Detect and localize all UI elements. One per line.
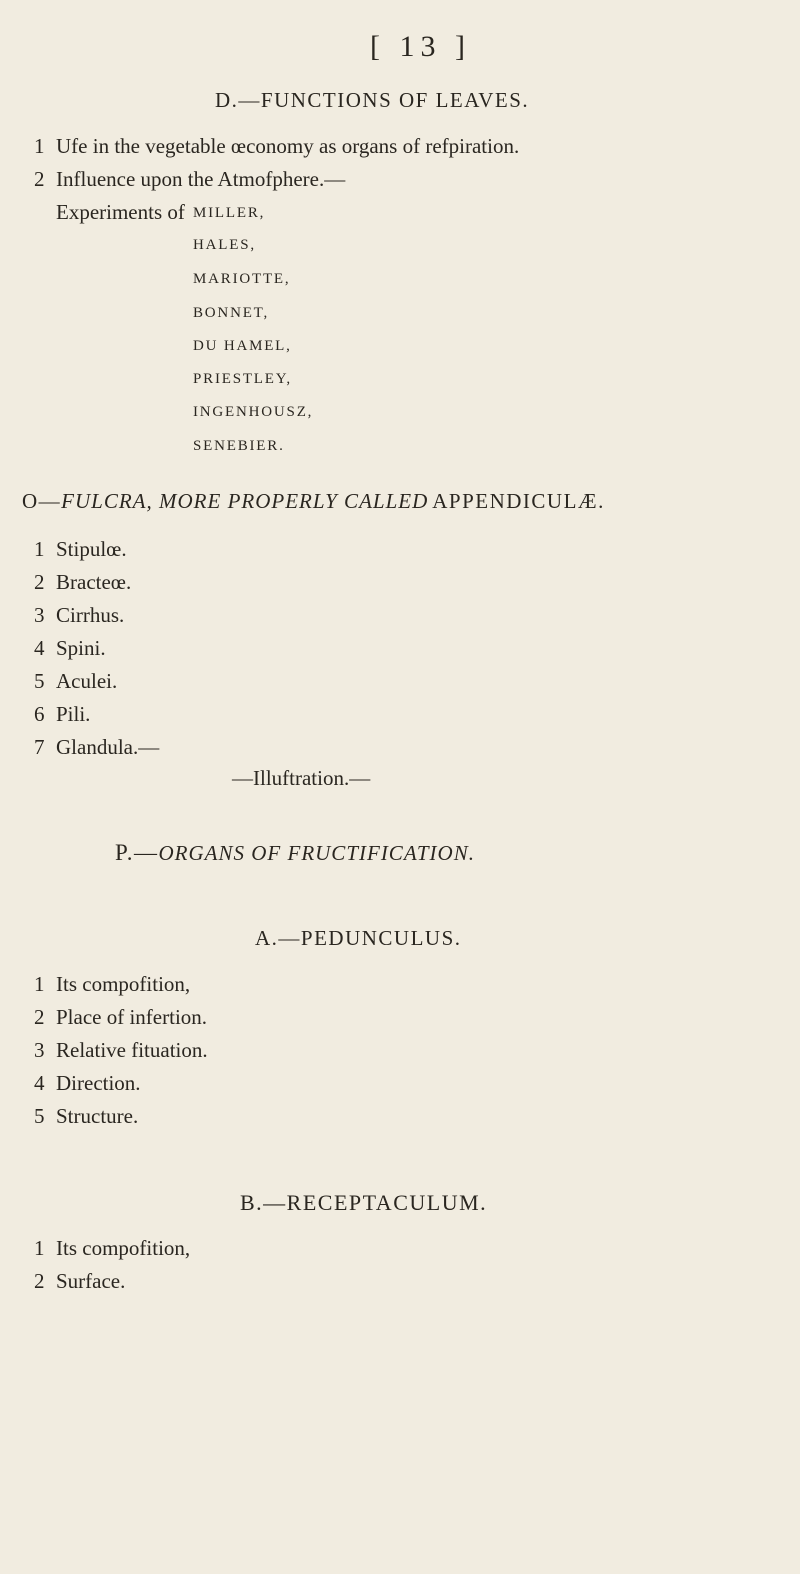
- illustration-note: —Illuftration.—: [232, 766, 371, 790]
- list-item: [34, 972, 190, 997]
- list-item: [34, 1071, 141, 1096]
- experimenter-name: PRIESTLEY,: [193, 371, 292, 387]
- section-p-heading: [115, 840, 475, 866]
- item-number: 1: [34, 972, 45, 996]
- item-text: Surface.: [56, 1269, 126, 1293]
- item-text: Influence upon the Atmofphere.—: [56, 167, 346, 191]
- experimenter-name: MILLER,: [193, 205, 266, 221]
- item-number: 2: [34, 167, 45, 191]
- heading-prefix: P.—: [115, 840, 159, 865]
- item-number: 2: [34, 1005, 45, 1029]
- list-item: [34, 1269, 125, 1294]
- item-number: 1: [34, 1236, 45, 1260]
- experimenter-name: BONNET,: [193, 305, 270, 321]
- item-text: Pili.: [56, 702, 91, 726]
- heading-suffix: APPENDICULÆ.: [432, 489, 605, 513]
- experimenter-name: INGENHOUSZ,: [193, 404, 314, 420]
- item-text: Its compofition,: [56, 1236, 191, 1260]
- item-text: Glandula.—: [56, 735, 160, 759]
- list-item: [34, 1038, 208, 1063]
- item-number: 4: [34, 636, 45, 660]
- list-item: [34, 636, 106, 661]
- item-text: Ufe in the vegetable œconomy as organs of refpiration.: [56, 134, 520, 158]
- section-o-heading: [22, 489, 605, 514]
- item-text: Stipulœ.: [56, 537, 127, 561]
- list-item: [34, 570, 131, 595]
- item-number: 1: [34, 537, 45, 561]
- list-item: [34, 134, 519, 159]
- list-item: [34, 167, 345, 192]
- heading-italic: FULCRA, MORE PROPERLY CALLED: [61, 489, 429, 513]
- item-text: Its compofition,: [56, 972, 191, 996]
- list-item: [34, 1104, 138, 1129]
- item-number: 6: [34, 702, 45, 726]
- experimenter-name: SENEBIER.: [193, 438, 285, 454]
- heading-italic: ORGANS OF FRUCTIFICATION.: [158, 841, 475, 865]
- list-item: [34, 603, 124, 628]
- experimenter-name: DU HAMEL,: [193, 338, 292, 354]
- item-text: Structure.: [56, 1104, 139, 1128]
- item-text: Place of infertion.: [56, 1005, 208, 1029]
- item-number: 7: [34, 735, 45, 759]
- item-text: Bracteœ.: [56, 570, 132, 594]
- item-number: 2: [34, 570, 45, 594]
- section-b-heading: B.—RECEPTACULUM.: [240, 1190, 488, 1215]
- page-number: [ 13 ]: [370, 30, 471, 63]
- item-text: Spini.: [56, 636, 106, 660]
- item-text: Aculei.: [56, 669, 118, 693]
- item-number: 2: [34, 1269, 45, 1293]
- list-item: [34, 1236, 190, 1261]
- item-number: 3: [34, 1038, 45, 1062]
- item-text: Relative fituation.: [56, 1038, 208, 1062]
- item-number: 4: [34, 1071, 45, 1095]
- experimenter-name: MARIOTTE,: [193, 271, 291, 287]
- list-item: [34, 537, 127, 562]
- section-d-heading: D.—FUNCTIONS OF LEAVES.: [215, 88, 530, 112]
- item-text: Cirrhus.: [56, 603, 125, 627]
- item-number: 1: [34, 134, 45, 158]
- heading-prefix: O—: [22, 489, 62, 513]
- list-item: [34, 702, 90, 727]
- item-number: 5: [34, 1104, 45, 1128]
- list-item: [34, 1005, 207, 1030]
- item-number: 5: [34, 669, 45, 693]
- item-number: 3: [34, 603, 45, 627]
- list-item: [34, 669, 117, 694]
- item-text: Direction.: [56, 1071, 141, 1095]
- section-a-heading: A.—PEDUNCULUS.: [255, 926, 462, 950]
- experimenter-name: HALES,: [193, 237, 256, 253]
- experiments-label: Experiments of: [56, 200, 185, 224]
- list-item: [34, 735, 159, 760]
